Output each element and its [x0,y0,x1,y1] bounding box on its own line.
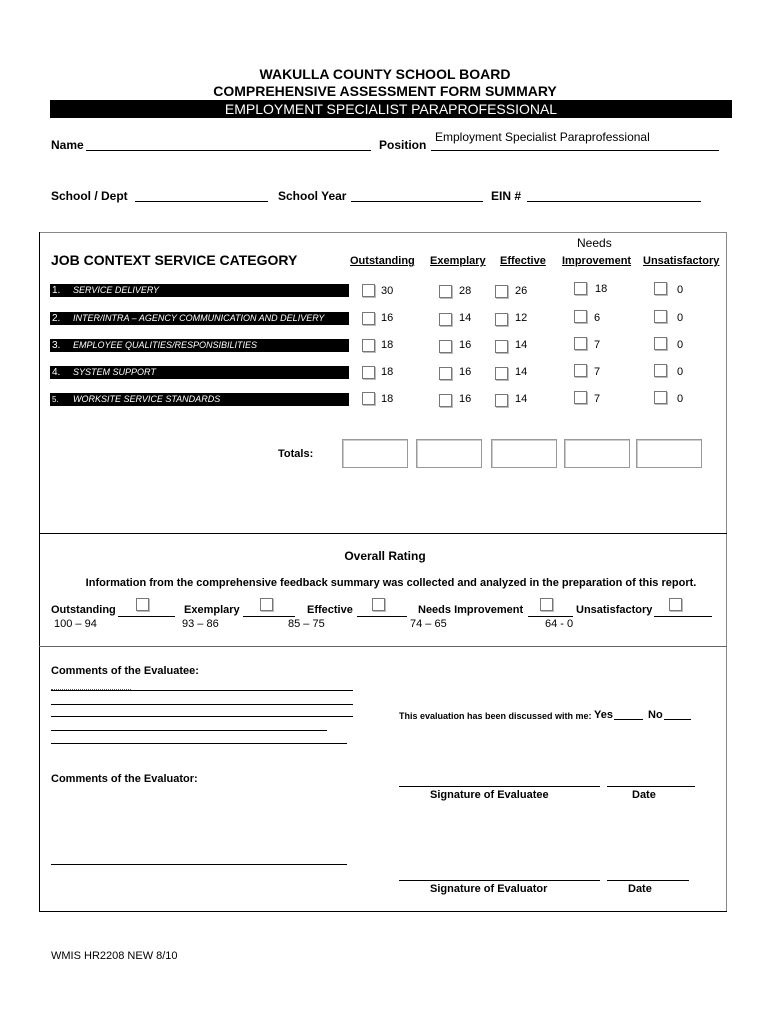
rating-checkbox[interactable] [439,313,452,326]
evaluator-signature-field[interactable] [399,880,600,881]
score-value: 0 [677,284,684,296]
rating-checkbox[interactable] [439,285,452,298]
score-value: 26 [515,285,528,297]
total-exemplary-field[interactable] [416,439,482,468]
total-unsatisfactory-field[interactable] [636,439,702,468]
school-dept-field[interactable] [135,201,268,202]
score-value: 14 [515,366,528,378]
evaluatee-date-field[interactable] [607,786,695,787]
school-dept-label: School / Dept [51,189,128,203]
evaluator-date-label: Date [628,883,652,895]
overall-needs-improvement-label: Needs Improvement [418,604,524,616]
position-value: Employment Specialist Paraprofessional [435,130,650,144]
score-value: 0 [677,393,684,405]
overall-outstanding-label: Outstanding [51,604,116,616]
score-value: 16 [459,393,472,405]
rating-checkbox[interactable] [439,367,452,380]
rating-checkbox[interactable] [439,340,452,353]
category-worksite-standards: 5. WORKSITE SERVICE STANDARDS [50,393,349,406]
score-value: 14 [459,312,472,324]
overall-line [357,616,407,617]
school-year-field[interactable] [351,201,483,202]
yes-label: Yes [594,709,613,721]
score-value: 7 [594,339,601,351]
rating-checkbox[interactable] [495,340,508,353]
rating-checkbox[interactable] [495,313,508,326]
range-unsatisfactory: 64 - 0 [545,618,574,630]
score-value: 0 [677,312,684,324]
rating-checkbox[interactable] [574,391,587,404]
category-system-support: 4. SYSTEM SUPPORT [50,366,349,379]
score-value: 7 [594,366,601,378]
rating-checkbox[interactable] [654,282,667,295]
evaluatee-date-label: Date [632,789,656,801]
section-divider [39,533,727,534]
category-service-delivery: 1. SERVICE DELIVERY [50,284,349,297]
evaluatee-comments-label: Comments of the Evaluatee: [51,665,199,677]
position-label: Position [379,138,427,152]
overall-effective-label: Effective [307,604,353,616]
evaluatee-comment-line[interactable] [51,690,353,691]
col-exemplary: Exemplary [430,255,486,267]
evaluatee-comment-line[interactable] [51,704,353,705]
score-value: 16 [459,339,472,351]
score-value: 28 [459,285,472,297]
rating-checkbox[interactable] [574,310,587,323]
evaluatee-comment-line[interactable] [51,730,327,731]
total-effective-field[interactable] [491,439,557,468]
evaluator-signature-label: Signature of Evaluator [430,883,548,895]
school-year-label: School Year [278,189,347,203]
overall-line [654,616,712,617]
rating-checkbox[interactable] [654,364,667,377]
section-border-left [39,232,40,912]
section-border-top [40,232,726,233]
ein-label: EIN # [491,189,522,203]
evaluatee-comment-line[interactable] [51,716,353,717]
col-improvement: Improvement [562,255,632,267]
position-banner: EMPLOYMENT SPECIALIST PARAPROFESSIONAL [50,100,732,118]
score-value: 18 [381,339,394,351]
overall-exemplary-label: Exemplary [184,604,240,616]
rating-checkbox[interactable] [495,367,508,380]
score-value: 6 [594,312,601,324]
category-employee-qualities: 3. EMPLOYEE QUALITIES/RESPONSIBILITIES [50,339,349,352]
rating-checkbox[interactable] [574,282,587,295]
score-value: 18 [381,366,394,378]
rating-checkbox[interactable] [574,364,587,377]
school-board-title: WAKULLA COUNTY SCHOOL BOARD [259,66,511,82]
score-value: 7 [594,393,601,405]
score-value: 18 [595,283,608,295]
form-title: COMPREHENSIVE ASSESSMENT FORM SUMMARY [213,83,557,99]
totals-label: Totals: [278,448,314,460]
name-label: Name [51,138,84,152]
score-value: 14 [515,339,528,351]
overall-line [118,616,175,617]
no-label: No [648,709,663,721]
rating-checkbox[interactable] [495,285,508,298]
rating-checkbox[interactable] [362,366,375,379]
overall-needs-improvement-checkbox[interactable] [540,598,553,611]
rating-checkbox[interactable] [362,284,375,297]
rating-checkbox[interactable] [439,394,452,407]
evaluator-comment-line[interactable] [51,864,347,865]
overall-unsatisfactory-checkbox[interactable] [669,598,682,611]
score-value: 16 [459,366,472,378]
col-unsatisfactory: Unsatisfactory [643,255,720,267]
name-field[interactable] [86,150,371,151]
overall-info-text: Information from the comprehensive feedback summary was collected and analyzed in the preparation of this report. [85,577,697,589]
rating-checkbox[interactable] [362,392,375,405]
rating-checkbox[interactable] [654,337,667,350]
overall-effective-checkbox[interactable] [372,598,385,611]
overall-line [528,616,573,617]
col-outstanding: Outstanding [350,255,415,267]
overall-exemplary-checkbox[interactable] [260,598,273,611]
ein-field[interactable] [527,201,701,202]
evaluatee-signature-field[interactable] [399,786,600,787]
comments-divider [39,646,727,647]
overall-line [243,616,295,617]
position-field[interactable] [431,150,719,151]
rating-checkbox[interactable] [362,312,375,325]
rating-checkbox[interactable] [654,391,667,404]
overall-rating-title: Overall Rating [344,549,426,563]
rating-checkbox[interactable] [362,339,375,352]
evaluatee-comment-line[interactable] [51,743,347,744]
range-effective: 85 – 75 [288,618,325,630]
col-effective: Effective [500,255,546,267]
section-border-right [726,232,727,912]
evaluator-date-field[interactable] [607,880,689,881]
rating-checkbox[interactable] [654,310,667,323]
score-value: 18 [381,393,394,405]
rating-checkbox[interactable] [495,394,508,407]
range-outstanding: 100 – 94 [54,618,97,630]
overall-outstanding-checkbox[interactable] [136,598,149,611]
score-value: 30 [381,285,394,297]
discussed-text: This evaluation has been discussed with me: [399,711,592,721]
job-context-title: JOB CONTEXT SERVICE CATEGORY [51,252,298,268]
overall-unsatisfactory-label: Unsatisfactory [576,604,653,616]
range-needs-improvement: 74 – 65 [410,618,447,630]
rating-checkbox[interactable] [574,337,587,350]
evaluator-comments-label: Comments of the Evaluator: [51,773,198,785]
score-value: 14 [515,393,528,405]
score-value: 0 [677,339,684,351]
score-value: 12 [515,312,528,324]
col-needs: Needs [577,236,612,250]
total-outstanding-field[interactable] [342,439,408,468]
form-id: WMIS HR2208 NEW 8/10 [51,950,178,962]
yes-field[interactable] [614,719,643,720]
section-border-bottom [39,911,727,912]
range-exemplary: 93 – 86 [182,618,219,630]
score-value: 0 [677,366,684,378]
score-value: 16 [381,312,394,324]
category-communication: 2. INTER/INTRA – AGENCY COMMUNICATION AND DELIVERY [50,312,349,325]
total-needs-improvement-field[interactable] [564,439,630,468]
no-field[interactable] [664,719,691,720]
evaluatee-signature-label: Signature of Evaluatee [430,789,549,801]
